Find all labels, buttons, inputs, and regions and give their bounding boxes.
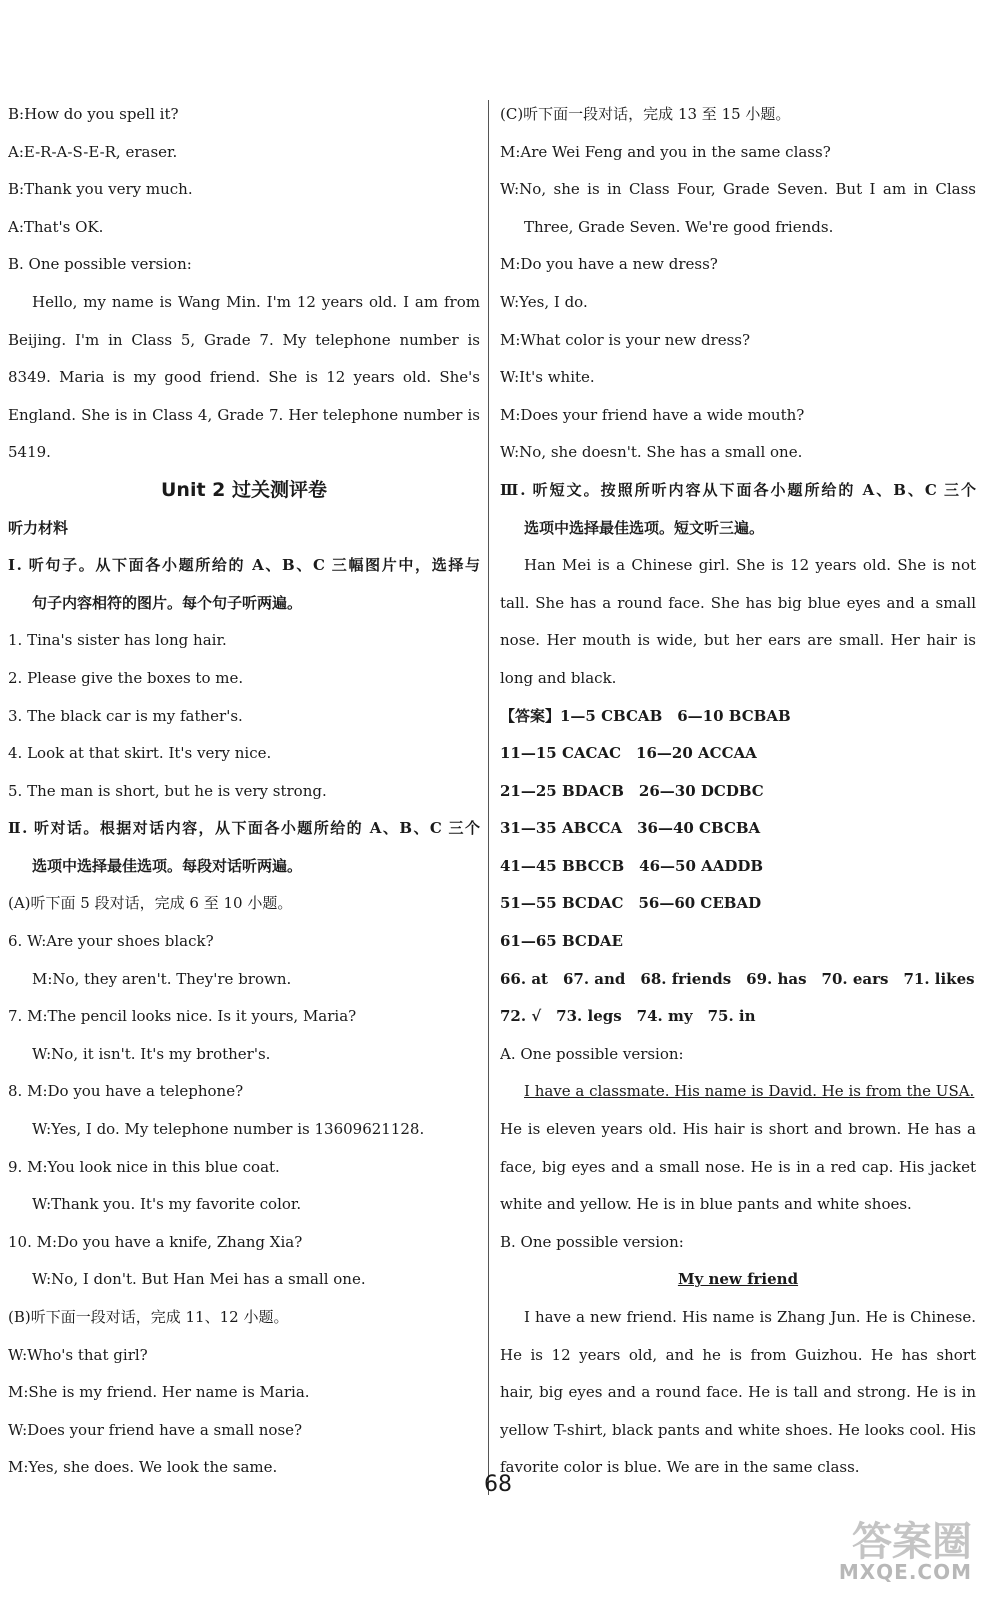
text-line: 句子内容相符的图片。每个句子听两遍。 [32, 593, 303, 612]
watermark-url: MXQE.COM [838, 1560, 972, 1584]
text-line: 7. M:The pencil looks nice. Is it yours, Maria? [8, 1007, 357, 1026]
text-line: M:No, they aren't. They're brown. [32, 969, 292, 988]
answer-line: 11—15 CACAC 16—20 ACCAA [500, 744, 757, 763]
text-line: W:Thank you. It's my favorite color. [32, 1195, 302, 1214]
text-line: My new friend [677, 1270, 799, 1289]
text-line: yellow T-shirt, black pants and white shoes. He looks cool. His [500, 1420, 976, 1439]
text-line: 选项中选择最佳选项。短文听三遍。 [524, 518, 765, 537]
answer-line: 61—65 BCDAE [500, 932, 623, 951]
text-line: 选项中选择最佳选项。每段对话听两遍。 [32, 856, 303, 875]
text-line: W:Yes, I do. My telephone number is 13609621128. [32, 1120, 425, 1139]
text-line: M:Are Wei Feng and you in the same class? [500, 142, 831, 161]
text-line: nose. Her mouth is wide, but her ears are small. Her hair is [500, 631, 976, 650]
text-line: He is 12 years old, and he is from Guizhou. He has short [500, 1345, 976, 1364]
answer-line: 【答案】1—5 CBCAB 6—10 BCBAB [500, 706, 791, 725]
answer-line: 72. √ 73. legs 74. my 75. in [500, 1007, 756, 1026]
text-line: Three, Grade Seven. We're good friends. [524, 217, 834, 236]
text-line: hair, big eyes and a round face. He is tall and strong. He is in [500, 1383, 976, 1402]
column-divider [488, 100, 489, 1495]
text-line: 2. Please give the boxes to me. [8, 668, 244, 687]
text-line: A. One possible version: [500, 1044, 684, 1063]
answer-line: 66. at 67. and 68. friends 69. has 70. ears 71. likes [500, 969, 975, 988]
text-line: Han Mei is a Chinese girl. She is 12 years old. She is not [524, 556, 976, 575]
text-line: M:Yes, she does. We look the same. [8, 1458, 278, 1477]
answer-line: 51—55 BCDAC 56—60 CEBAD [500, 894, 762, 913]
text-line: W:Who's that girl? [8, 1345, 148, 1364]
watermark-text: 答案圈 [852, 1519, 972, 1565]
text-line: 5. The man is short, but he is very strong. [8, 781, 327, 800]
right-column [500, 96, 976, 1487]
text-line: I have a new friend. His name is Zhang Jun. He is Chinese. [524, 1308, 976, 1326]
text-line: B:How do you spell it? [8, 105, 179, 123]
text-line: W:It's white. [500, 368, 595, 387]
text-line: A:That's OK. [8, 217, 104, 236]
text-line: Hello, my name is Wang Min. I'm 12 years old. I am from [32, 292, 480, 311]
text-line: B. One possible version: [8, 255, 192, 274]
text-line: (B)听下面一段对话，完成 11、12 小题。 [8, 1308, 289, 1326]
text-line: face, big eyes and a small nose. He is in a red cap. His jacket [500, 1157, 976, 1176]
text-line: M:Do you have a new dress? [500, 255, 718, 274]
text-line: Beijing. I'm in Class 5, Grade 7. My telephone number is [8, 330, 480, 349]
text-line: B. One possible version: [500, 1232, 684, 1251]
text-line: W:No, I don't. But Han Mei has a small one. [32, 1270, 366, 1289]
text-line: M:What color is your new dress? [500, 330, 751, 349]
answer-line: 31—35 ABCCA 36—40 CBCBA [500, 819, 761, 838]
text-line: W:No, it isn't. It's my brother's. [32, 1044, 271, 1063]
text-line: W:No, she doesn't. She has a small one. [500, 443, 803, 462]
text-line: 10. M:Do you have a knife, Zhang Xia? [8, 1232, 303, 1251]
text-line: M:Does your friend have a wide mouth? [500, 405, 805, 424]
text-line: M:She is my friend. Her name is Maria. [8, 1383, 310, 1402]
text-line: 9. M:You look nice in this blue coat. [8, 1157, 280, 1176]
text-line: white and yellow. He is in blue pants and white shoes. [500, 1195, 912, 1214]
text-line: Ⅲ. 听短文。按照所听内容从下面各小题所给的 A、B、C 三个 [500, 480, 976, 499]
text-line: 4. Look at that skirt. It's very nice. [8, 744, 272, 763]
text-line: tall. She has a round face. She has big blue eyes and a small [500, 593, 976, 612]
text-line: Ⅱ. 听对话。根据对话内容，从下面各小题所给的 A、B、C 三个 [8, 819, 480, 838]
text-line: (C)听下面一段对话，完成 13 至 15 小题。 [500, 105, 791, 123]
text-line: 5419. [8, 443, 51, 462]
text-line: B:Thank you very much. [8, 180, 193, 199]
text-line: 8. M:Do you have a telephone? [8, 1082, 244, 1101]
text-line: W:No, she is in Class Four, Grade Seven. But I am in Class [500, 180, 976, 199]
text-line: long and black. [500, 668, 617, 687]
text-line: 1. Tina's sister has long hair. [8, 631, 227, 650]
text-line: He is eleven years old. His hair is short and brown. He has a [500, 1120, 976, 1139]
text-line: I have a classmate. His name is David. He is from the USA. [524, 1082, 975, 1101]
text-line: favorite color is blue. We are in the same class. [500, 1458, 860, 1477]
text-line: 8349. Maria is my good friend. She is 12 years old. She's [8, 368, 480, 387]
text-line: A:E-R-A-S-E-R, eraser. [8, 142, 178, 161]
text-line: 3. The black car is my father's. [8, 706, 243, 725]
text-line: W:Yes, I do. [500, 292, 588, 311]
left-column [8, 96, 480, 1487]
text-line: Ⅰ. 听句子。从下面各小题所给的 A、B、C 三幅图片中，选择与 [8, 556, 480, 575]
text-line: W:Does your friend have a small nose? [8, 1420, 303, 1439]
text-line: (A)听下面 5 段对话，完成 6 至 10 小题。 [8, 894, 293, 913]
answer-line: 41—45 BBCCB 46—50 AADDB [500, 856, 764, 875]
watermark-logo [826, 1510, 976, 1588]
page-number: 68 [484, 1472, 512, 1497]
text-line: 6. W:Are your shoes black? [8, 932, 214, 951]
answer-line: 21—25 BDACB 26—30 DCDBC [500, 781, 764, 800]
text-line: England. She is in Class 4, Grade 7. Her telephone number is [8, 405, 480, 424]
section-heading: Unit 2 过关测评卷 [161, 478, 327, 501]
text-line: 听力材料 [8, 518, 69, 537]
